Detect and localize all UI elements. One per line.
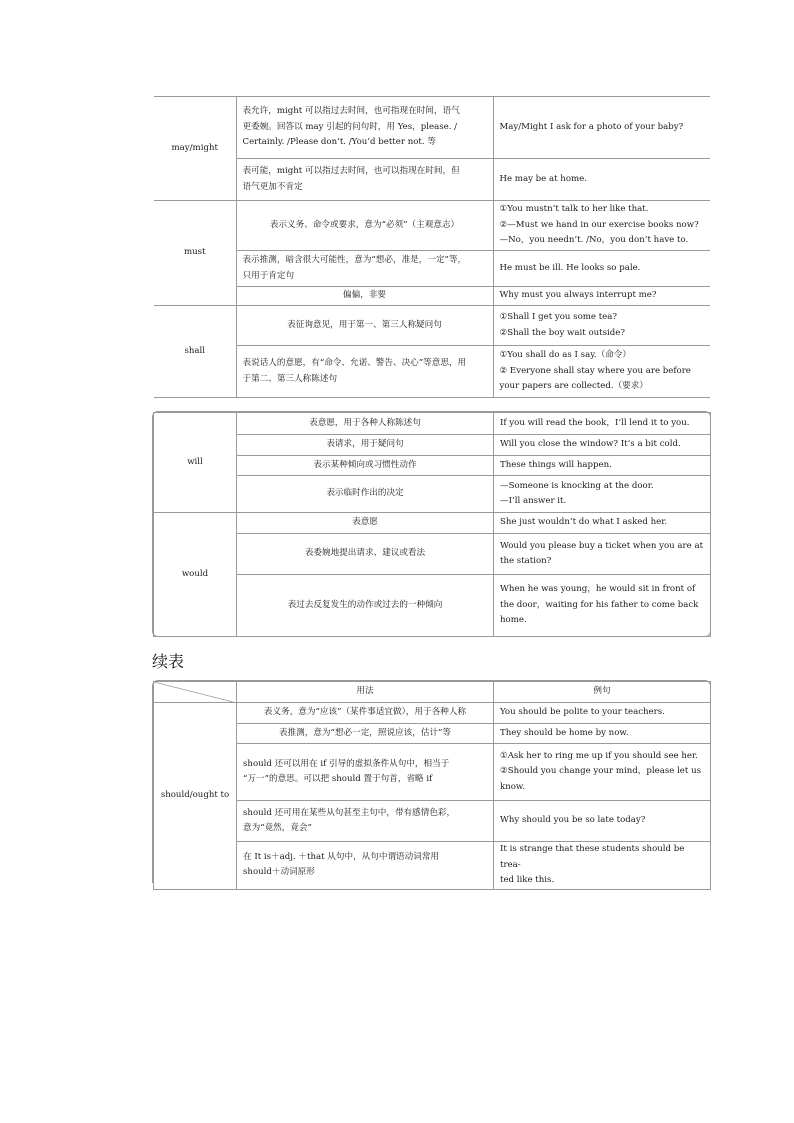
example-cell bbox=[493, 306, 710, 346]
usage-cell bbox=[237, 744, 494, 801]
modal-cell: should/ought to bbox=[154, 703, 237, 890]
usage-line: 于第二、第三人称陈述句 bbox=[242, 373, 338, 384]
example-cell bbox=[493, 159, 710, 201]
usage-line: 更委婉。回答以 may 引起的问句时，用 Yes，please. / bbox=[242, 121, 458, 132]
usage-line: 语气更加不肯定 bbox=[242, 181, 303, 192]
modal-verbs-table-part-2 bbox=[153, 412, 711, 637]
table-row bbox=[154, 287, 710, 306]
modal-cell: must bbox=[154, 201, 236, 306]
example-cell bbox=[494, 456, 711, 476]
header-corner-cell bbox=[154, 682, 237, 703]
usage-line: 偏偏，非要 bbox=[343, 290, 386, 301]
continued-label: 续表 bbox=[152, 652, 185, 671]
example-line: know. bbox=[500, 781, 525, 792]
usage-cell bbox=[237, 513, 494, 534]
example-line: ②Shall the boy wait outside? bbox=[499, 327, 625, 338]
table-row bbox=[154, 456, 711, 476]
example-line: ①Ask her to ring me up if you should see her. bbox=[500, 750, 698, 761]
usage-line: 意为“竟然，竟会” bbox=[243, 823, 312, 833]
example-line: It is strange that these students should be trea- bbox=[500, 844, 685, 870]
table-row bbox=[154, 159, 710, 201]
table-row bbox=[154, 513, 711, 534]
usage-line: 表允许，might 可以指过去时间，也可指现在时间，语气 bbox=[242, 106, 460, 117]
example-cell bbox=[493, 201, 710, 251]
usage-line: should＋动词原形 bbox=[243, 867, 315, 878]
example-line: Why should you be so late today? bbox=[500, 815, 646, 826]
table-row bbox=[154, 346, 710, 398]
table-row bbox=[154, 413, 711, 435]
example-line: the door，waiting for his father to come back bbox=[500, 599, 699, 610]
header-row bbox=[154, 682, 711, 703]
example-line: ②Should you change your mind，please let us bbox=[500, 766, 702, 777]
usage-line: 表意愿，用于各种人称陈述句 bbox=[309, 417, 421, 428]
modal-cell: would bbox=[154, 513, 237, 637]
usage-line: 表示推测，暗含很大可能性，意为“想必，准是，一定”等， bbox=[242, 255, 467, 265]
usage-cell bbox=[237, 534, 494, 575]
modal-verbs-table-part-1 bbox=[154, 96, 710, 398]
header-example: 例句 bbox=[494, 682, 711, 703]
usage-line: 表请求，用于疑问句 bbox=[326, 439, 404, 450]
usage-cell bbox=[237, 801, 494, 842]
usage-cell bbox=[237, 413, 494, 435]
usage-line: 在 It is＋adj. ＋that 从句中，从句中谓语动词常用 bbox=[243, 851, 440, 862]
usage-cell bbox=[237, 703, 494, 724]
usage-cell bbox=[237, 456, 494, 476]
table-row bbox=[154, 435, 711, 456]
example-line: Will you close the window? It’s a bit cold. bbox=[500, 439, 681, 450]
usage-cell bbox=[237, 724, 494, 744]
usage-cell bbox=[237, 476, 494, 513]
usage-line: 表说话人的意愿，有“命令、允诺、警告、决心”等意思，用 bbox=[242, 358, 467, 368]
usage-line: 表委婉地提出请求、建议或看法 bbox=[304, 548, 426, 559]
example-line: —Someone is knocking at the door. bbox=[500, 480, 654, 491]
example-cell bbox=[493, 346, 710, 398]
table-row bbox=[154, 744, 711, 801]
header-usage: 用法 bbox=[237, 682, 494, 703]
usage-cell bbox=[236, 251, 493, 287]
example-cell bbox=[493, 97, 710, 159]
example-line: If you will read the book，I’ll lend it to you. bbox=[500, 417, 690, 428]
example-line: —No，you needn’t. /No，you don’t have to. bbox=[499, 235, 689, 246]
example-line: home. bbox=[500, 615, 527, 626]
table-row bbox=[154, 306, 710, 346]
table-row bbox=[154, 575, 711, 637]
example-line: He may be at home. bbox=[499, 173, 587, 184]
table-row bbox=[154, 801, 711, 842]
diagonal-divider bbox=[154, 682, 237, 703]
usage-line: 表推测，意为“想必一定，照说应该，估计”等 bbox=[278, 727, 452, 738]
usage-cell bbox=[236, 287, 493, 306]
example-cell bbox=[494, 724, 711, 744]
example-cell bbox=[494, 575, 711, 637]
example-cell bbox=[494, 534, 711, 575]
usage-line: Certainly. /Please don’t. /You’d better not. 等 bbox=[242, 137, 436, 148]
example-line: Would you please buy a ticket when you are at bbox=[500, 540, 704, 551]
usage-line: 表过去反复发生的动作或过去的一种倾向 bbox=[287, 599, 443, 610]
modal-cell: may/might bbox=[154, 97, 236, 201]
usage-line: 表义务，意为“应该”（某件事适宜做），用于各种人称 bbox=[263, 707, 467, 718]
example-line: ted like this. bbox=[500, 875, 555, 885]
example-line: ①You shall do as I say.（命令） bbox=[499, 350, 632, 361]
usage-line: 表示义务、命令或要求，意为“必须”（主观意志） bbox=[269, 219, 460, 230]
example-line: ①You mustn’t talk to her like that. bbox=[499, 204, 649, 215]
example-line: ①Shall I get you some tea? bbox=[499, 312, 617, 322]
usage-line: 只用于肯定句 bbox=[242, 270, 295, 281]
modal-cell: shall bbox=[154, 306, 236, 398]
example-line: Why must you always interrupt me? bbox=[499, 290, 657, 301]
example-line: These things will happen. bbox=[500, 459, 612, 470]
usage-cell bbox=[236, 201, 493, 251]
usage-cell bbox=[236, 346, 493, 398]
usage-cell bbox=[237, 435, 494, 456]
usage-line: 表意愿 bbox=[352, 517, 378, 528]
usage-cell bbox=[236, 306, 493, 346]
table-row bbox=[154, 251, 710, 287]
table-row bbox=[154, 534, 711, 575]
table-row bbox=[154, 201, 710, 251]
table-row bbox=[154, 476, 711, 513]
usage-line: should 还可以用在 if 引导的虚拟条件从句中，相当于 bbox=[243, 758, 450, 769]
usage-line: 表示某种倾向或习惯性动作 bbox=[313, 459, 417, 470]
example-cell bbox=[494, 476, 711, 513]
example-line: When he was young，he would sit in front of bbox=[500, 584, 696, 595]
usage-line: 表示临时作出的决定 bbox=[326, 488, 404, 499]
usage-cell bbox=[237, 575, 494, 637]
example-line: ② Everyone shall stay where you are before bbox=[499, 365, 691, 376]
usage-line: 表征询意见，用于第一、第三人称疑问句 bbox=[287, 319, 442, 330]
usage-cell bbox=[236, 159, 493, 201]
table-row bbox=[154, 97, 710, 159]
usage-cell bbox=[237, 842, 494, 890]
table-row bbox=[154, 703, 711, 724]
example-cell bbox=[494, 801, 711, 842]
table-row bbox=[154, 842, 711, 890]
example-line: She just wouldn’t do what I asked her. bbox=[500, 517, 668, 528]
usage-line: 表可能，might 可以指过去时间，也可以指现在时间，但 bbox=[242, 166, 460, 176]
example-cell bbox=[494, 413, 711, 435]
example-cell bbox=[494, 744, 711, 801]
modal-verbs-table-continued bbox=[153, 681, 711, 890]
example-cell bbox=[493, 251, 710, 287]
example-line: ②—Must we hand in our exercise books now? bbox=[499, 219, 699, 230]
usage-line: should 还可用在某些从句甚至主句中，带有感情色彩， bbox=[243, 807, 456, 818]
table-row bbox=[154, 724, 711, 744]
example-line: the station? bbox=[500, 556, 552, 566]
example-cell bbox=[494, 435, 711, 456]
usage-line: “万一”的意思。可以把 should 置于句首，省略 if bbox=[243, 774, 433, 784]
example-line: —I’ll answer it. bbox=[500, 496, 567, 506]
example-line: May/Might I ask for a photo of your baby? bbox=[499, 121, 684, 132]
usage-cell bbox=[236, 97, 493, 159]
example-cell bbox=[494, 842, 711, 890]
example-line: They should be home by now. bbox=[500, 727, 629, 738]
example-line: You should be polite to your teachers. bbox=[500, 707, 665, 718]
example-cell bbox=[494, 703, 711, 724]
modal-cell: will bbox=[154, 413, 237, 513]
example-line: your papers are collected.（要求） bbox=[499, 381, 648, 392]
example-line: He must be ill. He looks so pale. bbox=[499, 262, 641, 273]
example-cell bbox=[493, 287, 710, 306]
example-cell bbox=[494, 513, 711, 534]
